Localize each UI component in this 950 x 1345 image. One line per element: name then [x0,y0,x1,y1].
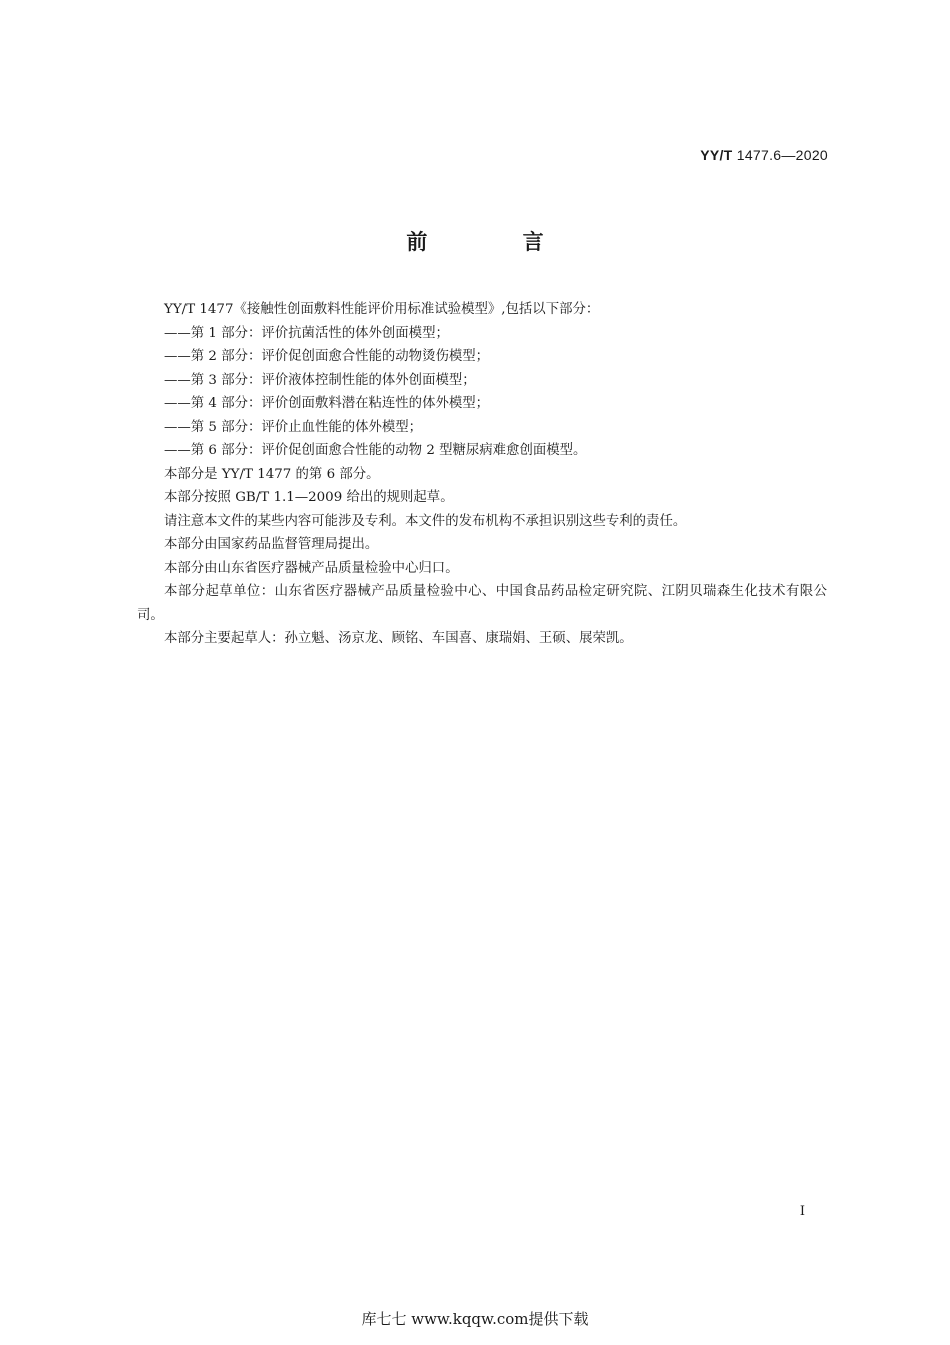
download-footer: 库七七 www.kqqw.com提供下载 [361,1310,589,1328]
part-item: ——第 2 部分：评价促创面愈合性能的动物烫伤模型； [164,349,490,364]
part-item: ——第 1 部分：评价抗菌活性的体外创面模型； [164,325,449,341]
part-item: ——第 3 部分：评价液体控制性能的体外创面模型； [164,372,476,388]
drafting-units-paragraph: 本部分起草单位：山东省医疗器械产品质量检验中心、中国食品药品检定研究院、江阴贝瑞森生化技术有限公司。 [137,584,827,623]
standard-number [700,147,828,163]
drafters-paragraph: 本部分主要起草人：孙立魁、汤京龙、顾铭、车国喜、康瑞娟、王硕、展荣凯。 [164,631,633,646]
part-item: ——第 4 部分：评价创面敷料潜在粘连性的体外模型； [164,396,490,411]
intro-paragraph: YY/T 1477《接触性创面敷料性能评价用标准试验模型》,包括以下部分： [164,302,600,317]
statement-paragraph: 本部分是 YY/T 1477 的第 6 部分。 [164,466,380,482]
statement-paragraph: 本部分由国家药品监督管理局提出。 [164,537,379,552]
statement-paragraph: 本部分由山东省医疗器械产品质量检验中心归口。 [164,560,459,576]
part-item: ——第 6 部分：评价促创面愈合性能的动物 2 型糖尿病难愈创面模型。 [164,443,587,458]
part-item: ——第 5 部分：评价止血性能的体外模型； [164,419,423,435]
statement-paragraph: 请注意本文件的某些内容可能涉及专利。本文件的发布机构不承担识别这些专利的责任。 [164,513,687,529]
page-title: 前 言 [406,230,588,254]
standard-prefix: YY/T [700,147,733,163]
statement-paragraph: 本部分按照 GB/T 1.1—2009 给出的规则起草。 [164,490,454,505]
page-number: I [799,1204,805,1219]
standard-code: 1477.6—2020 [736,147,828,163]
foreword-body [137,298,827,651]
